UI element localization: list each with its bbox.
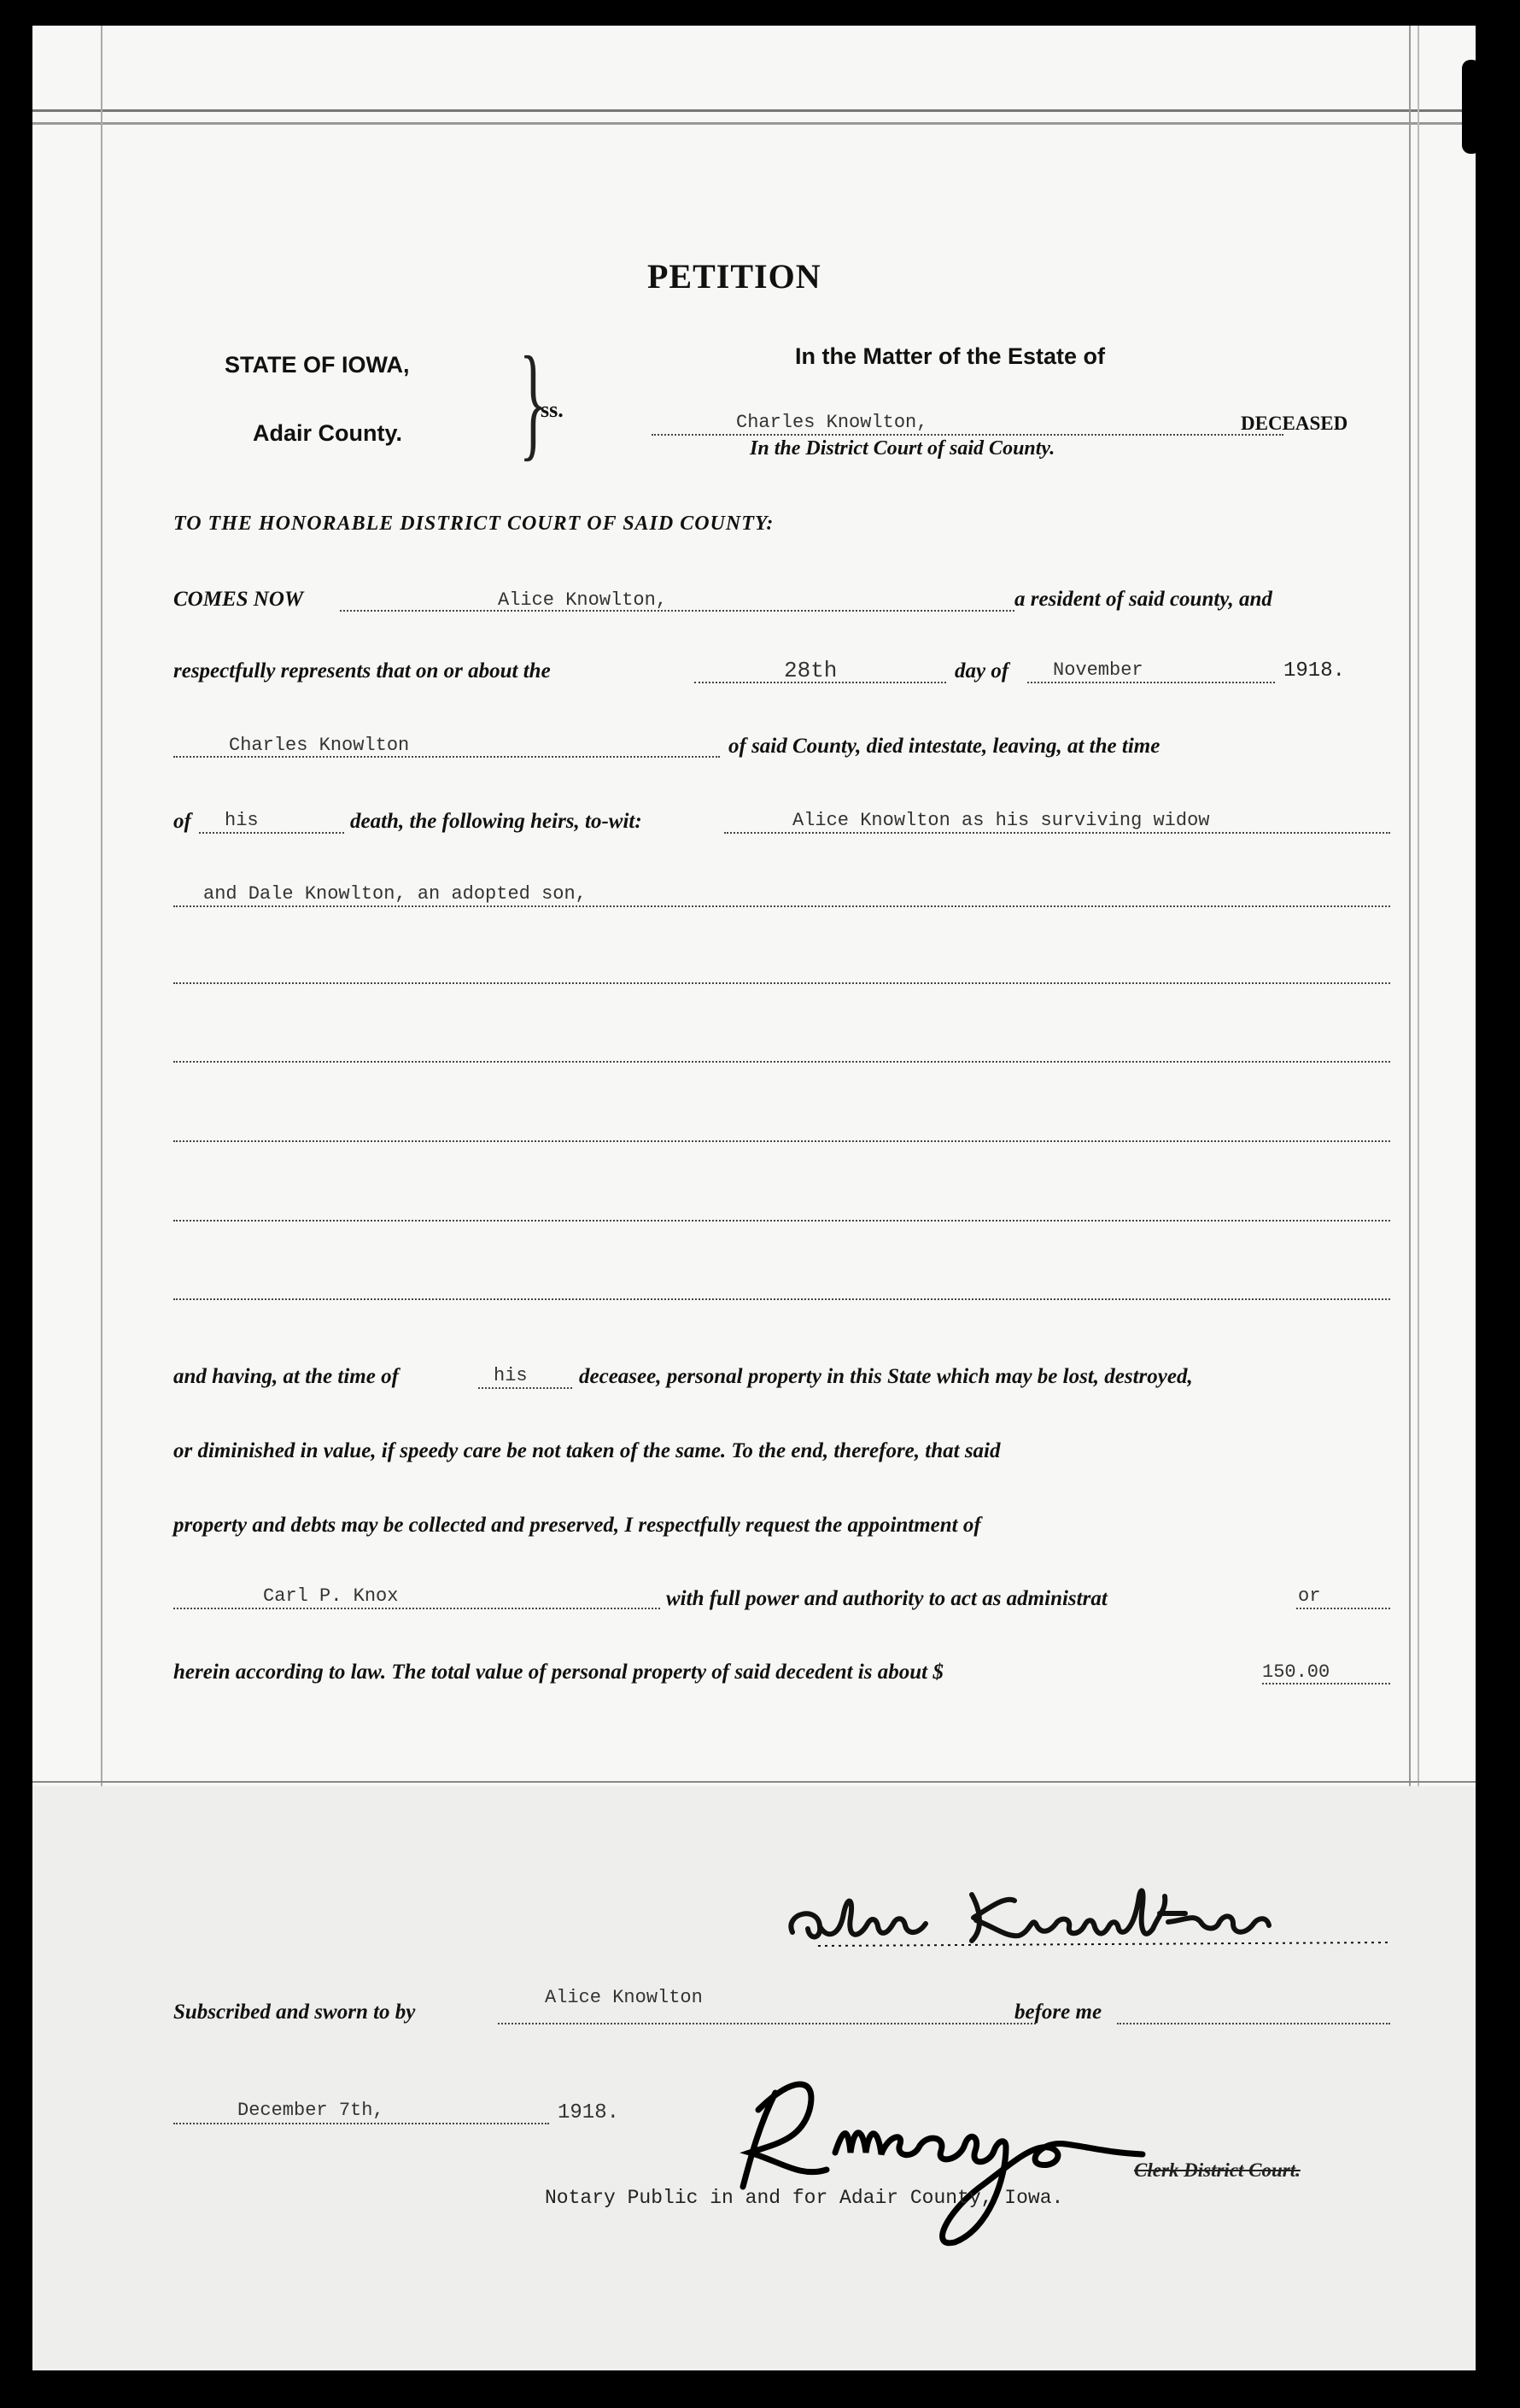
blank-line [173,1298,1390,1300]
month-line [1027,682,1275,683]
court-line: In the District Court of said County. [750,437,1055,460]
comes-now-label: COMES NOW [173,588,304,611]
subscribed-name: Alice Knowlton [545,1987,703,2008]
clerk-struck-text: Clerk District Court. [1134,2159,1301,2181]
day-of-label: day of [955,659,1009,683]
venue-brace: } [519,331,547,472]
date-value: December 7th, [237,2100,384,2121]
day-value: 28th [784,658,838,683]
year-value: 1918. [1283,659,1346,683]
subscribed-line [498,2023,1036,2024]
deceased-line [652,434,1283,436]
heirs-line-2-rule [173,905,1390,907]
having-text-a: and having, at the time of [173,1365,399,1388]
heirs-line-2: and Dale Knowlton, an adopted son, [203,883,587,905]
pronoun-line-2 [478,1387,572,1389]
herein-text: herein according to law. The total value of personal property of said decedent is about $ [173,1661,944,1684]
document-page [32,26,1476,2370]
authority-suffix: or [1298,1585,1321,1607]
blank-line [173,1140,1390,1142]
administrator-name: Carl P. Knox [263,1585,399,1607]
petitioner-signature [758,1879,1407,1956]
court-address: TO THE HONORABLE DISTRICT COURT OF SAID COUNTY: [173,513,775,535]
heirs-text: death, the following heirs, to-wit: [350,810,642,833]
venue-county: Adair County. [253,420,402,446]
document-title: PETITION [647,257,821,296]
blank-line [173,1220,1390,1222]
deceased-label: DECEASED [1241,413,1348,434]
before-me-line [1117,2023,1390,2024]
date-year: 1918. [558,2101,620,2124]
subscribed-label: Subscribed and sworn to by [173,2001,416,2024]
property-value: 150.00 [1262,1661,1330,1683]
diminished-text: or diminished in value, if speedy care be not taken of the same. To the end, therefore, that said [173,1439,1001,1462]
venue-state: STATE OF IOWA, [225,352,410,378]
represents-text: respectfully represents that on or about the [173,659,551,683]
ss-label: ss. [541,397,564,422]
resident-text: a resident of said county, and [1014,588,1272,611]
authority-suffix-line [1296,1608,1390,1609]
before-me-label: before me [1014,2001,1102,2024]
petitioner-line [340,610,1014,612]
notary-signature [699,2059,1177,2255]
blank-line [173,982,1390,984]
died-text: of said County, died intestate, leaving, at the time [728,735,1160,758]
matter-heading: In the Matter of the Estate of [795,343,1106,369]
pronoun-line-1 [199,832,344,834]
heirs-line-1-rule [724,832,1390,834]
blank-line [173,1061,1390,1063]
administrator-line [173,1608,660,1609]
notary-line: Notary Public in and for Adair County, Iowa. [545,2187,1064,2209]
of-label: of [173,810,191,833]
middle-fold-line [32,1781,1476,1788]
petitioner-name: Alice Knowlton, [498,589,668,611]
decedent-line [173,756,720,758]
heirs-line-1: Alice Knowlton as his surviving widow [792,810,1210,831]
date-line [173,2123,549,2124]
authority-text: with full power and authority to act as administrat [666,1587,1108,1610]
pronoun-2: his [494,1365,528,1386]
month-value: November [1053,659,1143,681]
binding-tab [1462,60,1476,154]
property-text: property and debts may be collected and preserved, I respectfully request the appointment of [173,1514,981,1537]
decedent-name: Charles Knowlton [229,735,410,756]
having-text-b: deceasee, personal property in this State which may be lost, destroyed, [579,1365,1193,1388]
pronoun-1: his [225,810,259,831]
deceased-name: Charles Knowlton, [736,412,928,433]
top-fold-line [32,109,1476,125]
value-line [1262,1683,1390,1684]
